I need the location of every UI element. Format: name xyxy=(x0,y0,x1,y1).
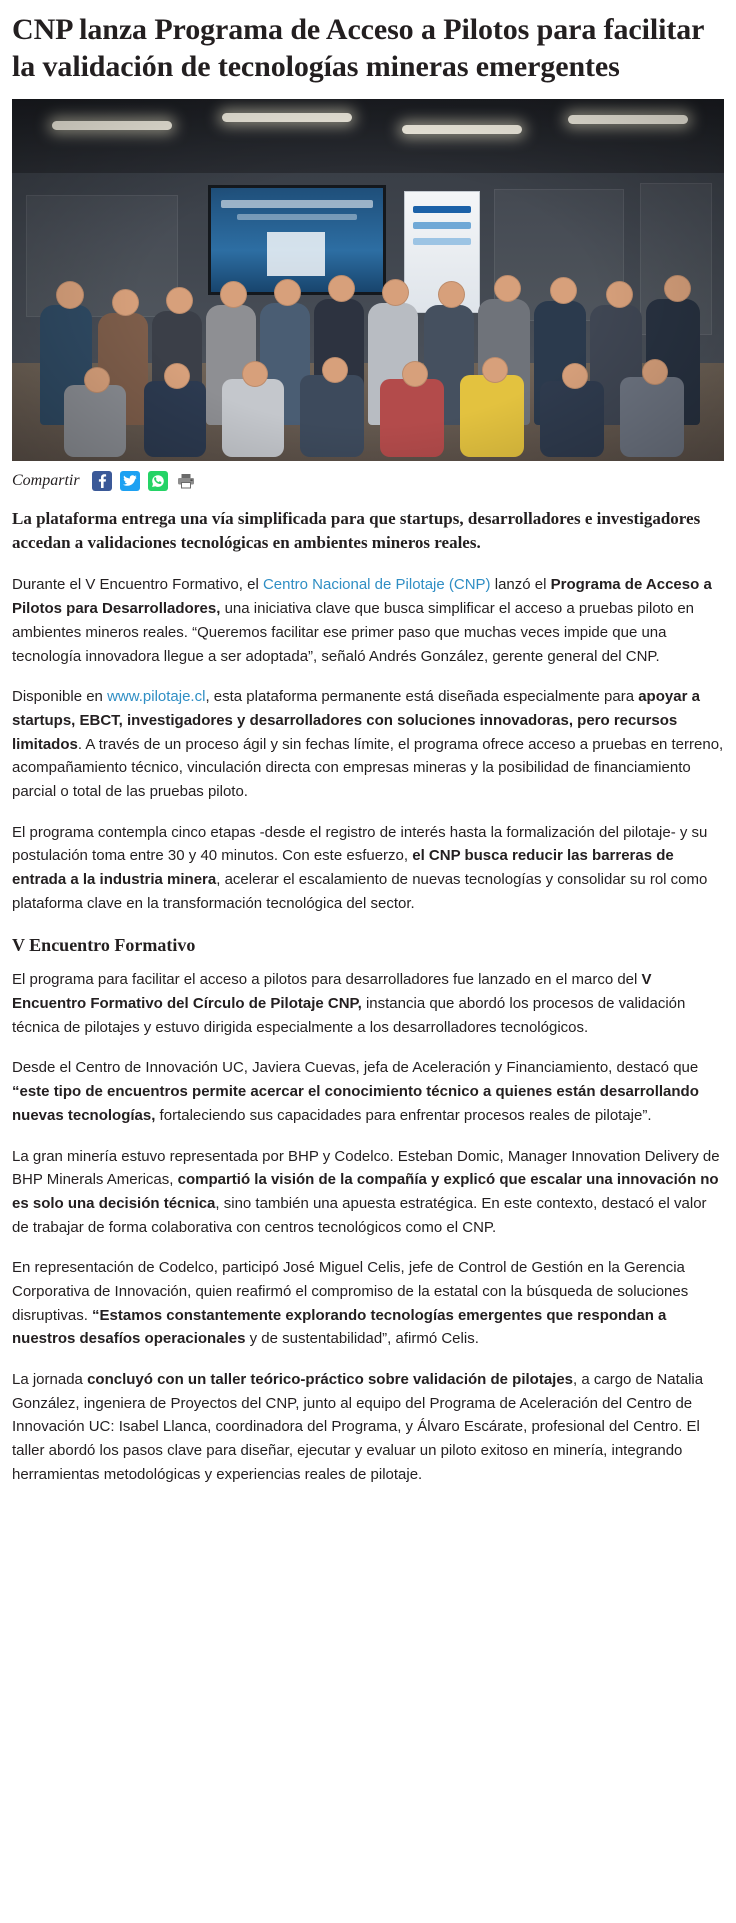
p8-bold-1: concluyó con un taller teórico-práctico sobre validación de pilotajes xyxy=(87,1371,574,1388)
p6-text-1: La gran minería estuvo representada por BHP y Codelco. Esteban Domic, Manager Innovation Delivery de BHP Minerals Americas, xyxy=(12,1147,720,1189)
p2-text-3: . A través de un proceso ágil y sin fechas límite, el programa ofrece acceso a pruebas en terreno, acompañamiento técnico, vinculación directa con empresas mineras y la posibilidad de financiamiento parcial o total de las pruebas piloto. xyxy=(12,735,724,800)
p5-bold-1: “este tipo de encuentros permite acercar el conocimiento técnico a quienes están desarrollando nuevas tecnologías, xyxy=(12,1083,699,1124)
share-bar xyxy=(12,471,724,491)
p4-text-1: El programa para facilitar el acceso a pilotos para desarrolladores fue lanzado en el marco del xyxy=(12,971,642,989)
paragraph-2 xyxy=(12,685,724,803)
paragraph-3 xyxy=(12,821,724,916)
hero-image xyxy=(12,99,724,461)
twitter-share-icon[interactable] xyxy=(120,471,140,491)
pilotaje-link[interactable]: www.pilotaje.cl xyxy=(107,688,206,706)
p7-text-2: y de sustentabilidad”, afirmó Celis. xyxy=(245,1330,479,1348)
paragraph-1 xyxy=(12,573,724,668)
hero-vignette xyxy=(12,99,724,461)
p6-bold-1: compartió la visión de la compañía y explicó que escalar una innovación no es solo una decisión técnica xyxy=(12,1171,719,1212)
p1-text-2: lanzó el xyxy=(490,576,551,594)
p5-text-1: Desde el Centro de Innovación UC, Javiera Cuevas, jefa de Aceleración y Financiamiento, destacó que xyxy=(12,1059,699,1077)
p2-text-1: Disponible en xyxy=(12,688,108,706)
p8-text-2: , a cargo de Natalia González, ingeniera de Proyectos del CNP, junto al equipo del Programa de Aceleración del Centro de Innovación UC: Isabel Llanca, coordinadora del Programa, y Álvaro Escárate, profesional del Centro. El taller abordó los pasos clave para diseñar, ejecutar y evaluar un piloto exitoso en minería, integrando herramientas metodológicas y experiencias reales de pilotaje. xyxy=(12,1371,704,1483)
p3-text-1: El programa contempla cinco etapas -desde el registro de interés hasta la formalización del pilotaje- y su postulación toma entre 30 y 40 minutos. Con este esfuerzo, xyxy=(12,823,708,865)
p1-bold-1: Programa de Acceso a Pilotos para Desarrolladores, xyxy=(12,576,712,618)
p6-text-2: , sino también una apuesta estratégica. En este contexto, destacó el valor de trabajar de forma colaborativa con centros tecnológicos como el CNP. xyxy=(12,1194,707,1236)
page-title: CNP lanza Programa de Acceso a Pilotos para facilitar la validación de tecnologías mineras emergentes xyxy=(12,13,704,83)
paragraph-4 xyxy=(12,968,724,1039)
p4-text-2: instancia que abordó los procesos de validación técnica de pilotajes y estuvo dirigida especialmente a los desarrolladores tecnológicos. xyxy=(12,995,686,1036)
p8-text-1: La jornada xyxy=(12,1371,88,1388)
article-lede: La plataforma entrega una vía simplificada para que startups, desarrolladores e investigadores accedan a validaciones tecnológicas en ambientes mineros reales. xyxy=(12,509,701,553)
share-label: Compartir xyxy=(12,472,80,490)
whatsapp-share-icon[interactable] xyxy=(148,471,168,491)
p5-text-2: fortaleciendo sus capacidades para enfrentar procesos reales de pilotaje”. xyxy=(155,1106,652,1124)
p7-text-1: En representación de Codelco, participó José Miguel Celis, jefe de Control de Gestión en la Gerencia Corporativa de Innovación, quien reafirmó el compromiso de la estatal con la búsqueda de soluciones disruptivas. xyxy=(12,1259,689,1324)
p2-text-2: , esta plataforma permanente está diseñada especialmente para xyxy=(205,688,639,706)
p3-bold-1: el CNP busca reducir las barreras de entrada a la industria minera xyxy=(12,847,674,888)
cnp-link[interactable]: Centro Nacional de Pilotaje (CNP) xyxy=(262,576,491,594)
paragraph-6 xyxy=(12,1145,724,1240)
paragraph-8 xyxy=(12,1368,724,1486)
p7-bold-1: “Estamos constantemente explorando tecnologías emergentes que respondan a nuestros desafíos operacionales xyxy=(12,1306,667,1348)
print-icon[interactable] xyxy=(176,471,196,491)
section-heading: V Encuentro Formativo xyxy=(12,935,196,956)
p4-bold-1: V Encuentro Formativo del Círculo de Pilotaje CNP, xyxy=(12,971,652,1013)
p1-text-3: una iniciativa clave que busca simplificar el acceso a pruebas piloto en ambientes mineros reales. “Queremos facilitar ese primer paso que muchas veces impide que una tecnología innovadora llegue a ser adoptada”, señaló Andrés González, gerente general del CNP. xyxy=(12,600,695,665)
paragraph-5 xyxy=(12,1056,724,1127)
paragraph-7 xyxy=(12,1256,724,1351)
p3-text-2: , acelerar el escalamiento de nuevas tecnologías y consolidar su rol como plataforma clave en la transformación tecnológica del sector. xyxy=(12,871,708,912)
p1-text-1: Durante el V Encuentro Formativo, el xyxy=(12,576,263,594)
facebook-share-icon[interactable] xyxy=(92,471,112,491)
p2-bold-1: apoyar a startups, EBCT, investigadores y desarrolladores con soluciones innovadoras, pero recursos limitados xyxy=(12,688,700,753)
